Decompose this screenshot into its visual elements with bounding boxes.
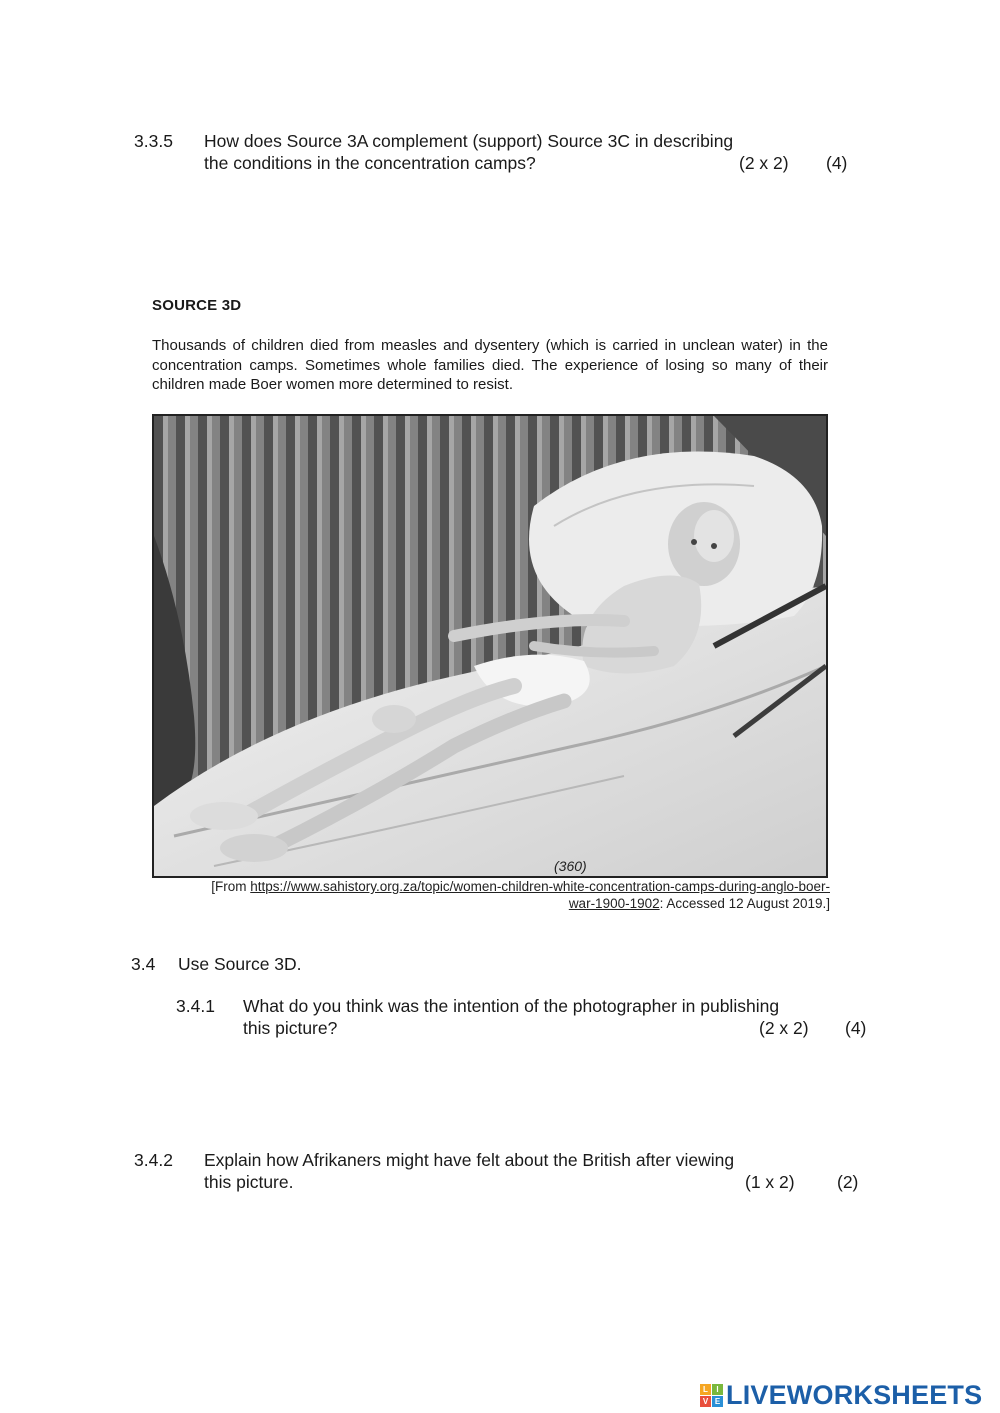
brand-name: LIVEWORKSHEETS — [726, 1379, 983, 1410]
mark-calculation: (2 x 2) — [739, 153, 789, 173]
question-number: 3.3.5 — [134, 131, 173, 151]
mark-calculation: (1 x 2) — [745, 1172, 795, 1192]
badge-letter: I — [712, 1384, 723, 1395]
mark-calculation: (2 x 2) — [759, 1018, 809, 1038]
mark-total: (4) — [826, 153, 848, 173]
caption-link-line1[interactable]: https://www.sahistory.org.za/topic/women-children-white-concentration-camps-during-anglo-boer- — [250, 879, 830, 894]
question-text: Use Source 3D. — [178, 954, 302, 974]
question-text-line2: this picture. — [204, 1172, 294, 1192]
question-text-line1: What do you think was the intention of the photographer in publishing — [243, 996, 780, 1016]
badge-letter: V — [700, 1396, 711, 1407]
question-text-line1: How does Source 3A complement (support) Source 3C in describing — [204, 131, 734, 151]
source-caption — [168, 878, 830, 912]
photograph-illustration — [154, 416, 826, 876]
caption-prefix: [From — [211, 879, 251, 894]
source-paragraph: Thousands of children died from measles and dysentery (which is carried in unclean water) in the concentration camps. Sometimes whole families died. The experience of losing so many of their children made Boer women more determined to resist. — [152, 337, 828, 393]
badge-letter: L — [700, 1384, 711, 1395]
question-text-line1: Explain how Afrikaners might have felt about the British after viewing — [204, 1150, 735, 1170]
badge-letter: E — [712, 1396, 723, 1407]
mark-total: (4) — [845, 1018, 867, 1038]
question-text-line2: the conditions in the concentration camps? — [204, 153, 536, 173]
liveworksheets-logo[interactable] — [700, 1378, 982, 1412]
mark-total: (2) — [837, 1172, 859, 1192]
source-heading: SOURCE 3D — [152, 297, 242, 314]
question-text-line2: this picture? — [243, 1018, 338, 1038]
caption-link-line2[interactable]: war-1900-1902 — [568, 896, 660, 911]
caption-suffix: : Accessed 12 August 2019.] — [659, 896, 830, 911]
question-number: 3.4.2 — [134, 1150, 173, 1170]
question-number: 3.4 — [131, 954, 156, 974]
question-number: 3.4.1 — [176, 996, 215, 1016]
source-photograph — [152, 414, 828, 878]
photograph-plate-number: (360) — [554, 858, 587, 874]
live-badge-icon — [700, 1384, 723, 1407]
